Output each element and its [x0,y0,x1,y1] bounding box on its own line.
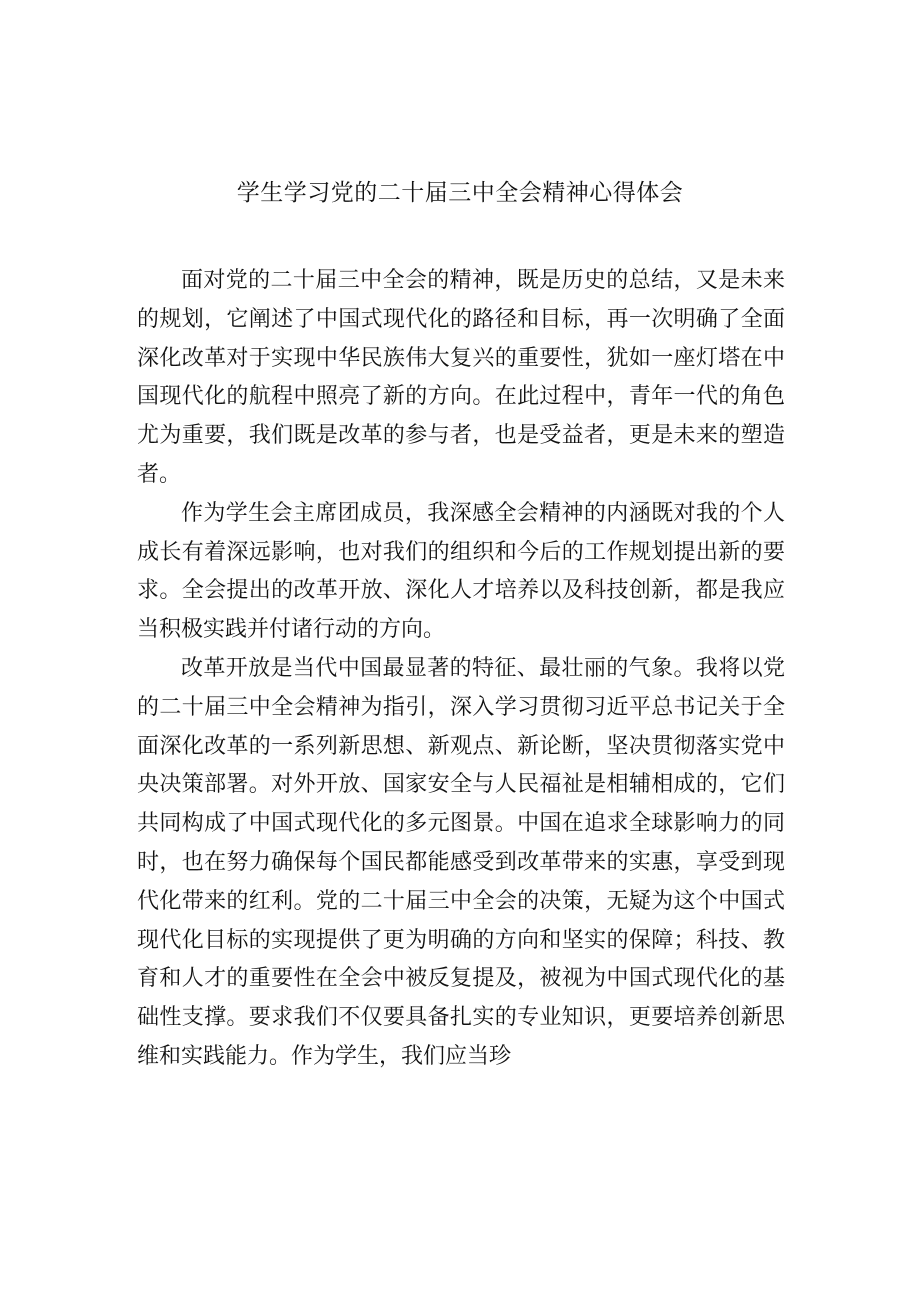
document-title: 学生学习党的二十届三中全会精神心得体会 [236,180,684,206]
paragraph-1: 面对党的二十届三中全会的精神，既是历史的总结，又是未来的规划，它阐述了中国式现代化的路径和目标，再一次明确了全面深化改革对于实现中华民族伟大复兴的重要性，犹如一座灯塔在中国现代化的航程中照亮了新的方向。在此过程中，青年一代的角色尤为重要，我们既是改革的参与者，也是受益者，更是未来的塑造者。 [137,268,785,487]
paragraph-2: 作为学生会主席团成员，我深感全会精神的内涵既对我的个人成长有着深远影响，也对我们的组织和今后的工作规划提出新的要求。全会提出的改革开放、深化人才培养以及科技创新，都是我应当积极实践并付诸行动的方向。 [137,500,785,643]
document-body [137,262,785,1077]
paragraph-3: 改革开放是当代中国最显著的特征、最壮丽的气象。我将以党的二十届三中全会精神为指引，深入学习贯彻习近平总书记关于全面深化改革的一系列新思想、新观点、新论断，坚决贯彻落实党中央决策部署。对外开放、国家安全与人民福祉是相辅相成的，它们共同构成了中国式现代化的多元图景。中国在追求全球影响力的同时，也在努力确保每个国民都能感受到改革带来的实惠，享受到现代化带来的红利。党的二十届三中全会的决策，无疑为这个中国式现代化目标的实现提供了更为明确的方向和坚实的保障；科技、教育和人才的重要性在全会中被反复提及，被视为中国式现代化的基础性支撑。要求我们不仅要具备扎实的专业知识，更要培养创新思维和实践能力。作为学生，我们应当珍 [137,655,785,1069]
